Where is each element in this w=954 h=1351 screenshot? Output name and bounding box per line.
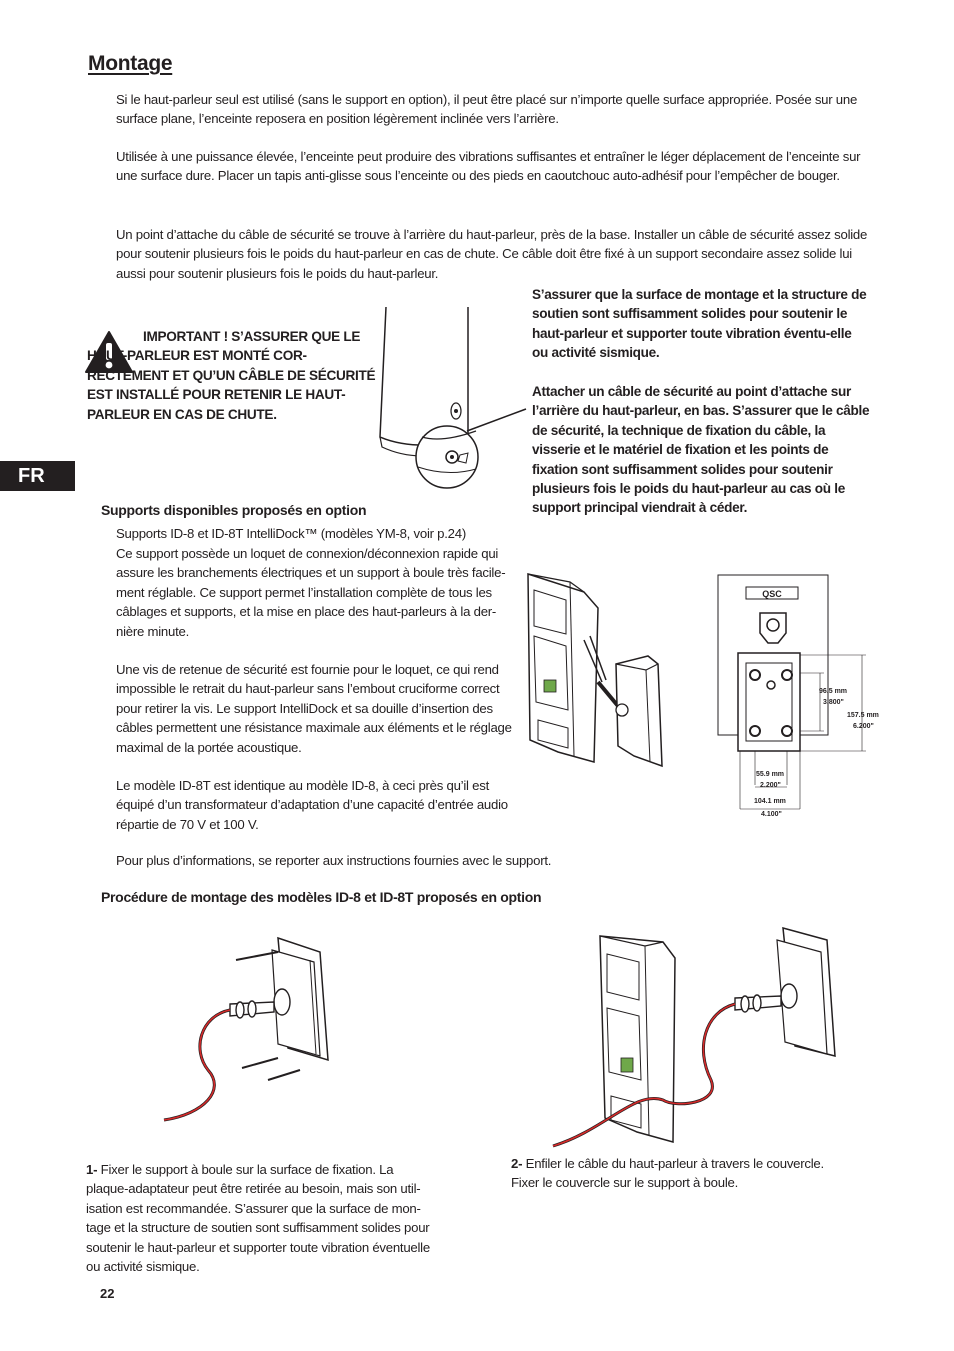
- warning-text: IMPORTANT ! S’ASSURER QUE LE HAUT-PARLEUR EST MONTÉ COR-RECTEMENT ET QU’UN CÂBLE DE SÉCURITÉ EST INSTALLÉ POUR RETENIR LE HAUT-PARLEUR EN CAS DE CHUTE.: [87, 329, 376, 422]
- step1-illustration: [160, 930, 340, 1125]
- page-title: Montage: [88, 52, 173, 75]
- supports-title: Supports disponibles proposés en option: [101, 502, 367, 518]
- dim-157mm: 157.5 mm: [847, 712, 879, 719]
- intro-paragraph-3: Un point d’attache du câble de sécurité se trouve à l’arrière du haut-parleur, près de la base. Installer un câble de sécurité assez solide pour soutenir plusieurs fois le poids du haut-parleur en cas de chute. Ce câble doit être fixé à un support secondaire assez solide lui aussi pour soutenir plusieurs fois le poids du haut-parleur.: [116, 227, 868, 281]
- step1-text-block: [86, 1160, 438, 1276]
- safety-point-illustration: [372, 305, 532, 495]
- supports-paragraph-5: Pour plus d’informations, se reporter aux instructions fournies avec le support.: [116, 853, 552, 868]
- right-note-2: Attacher un câble de sécurité au point d’attache sur l’arrière du haut-parleur, en bas. S’assurer que le câble de sécurité, la technique de fixation du câble, la visserie et le matériel de fixation et les points de fixation sont suffisamment solides pour soutenir plusieurs fois le poids du haut-parleur au cas où le support principal viendrait à céder.: [532, 384, 870, 516]
- step2-illustration: [545, 920, 845, 1160]
- step1-text: Fixer le support à boule sur la surface de fixation. La plaque-adaptateur peut être retirée au besoin, mais son util-isation est recommandée. S’assurer que la surface de mon-tage et la structure de soutien sont suffisamment solides pour soutenir le haut-parleur et supporter toute vibration éventuelle ou activité sismique.: [86, 1162, 430, 1275]
- dim-96mm: 96.5 mm: [819, 688, 848, 695]
- procedure-title: Procédure de montage des modèles ID-8 et ID-8T proposés en option: [101, 889, 542, 905]
- brand-logo-text: QSC: [762, 589, 782, 599]
- supports-paragraph-3: Une vis de retenue de sécurité est fournie pour le loquet, ce qui rend impossible le retrait du haut-parleur sans l’embout cruciforme correct pour retirer la vis. Le support IntelliDock et sa douille d’insertion des câbles permettent une résistance maximale aux éléments et le réglage maximal de la portée acoustique.: [116, 662, 512, 755]
- step2-text-block: [511, 1154, 851, 1193]
- supports-paragraph-2: Ce support possède un loquet de connexion/déconnexion rapide qui assure les branchements électriques et un support à boule très facile-ment réglable. Ce support permet l’installation complète de tous les câblages et supports, et la mise en place des haut-parleurs à la der-nière minute.: [116, 546, 506, 639]
- language-tab: FR: [0, 461, 75, 491]
- step1-number: 1-: [86, 1162, 98, 1177]
- bracket-dimensions-drawing: [716, 573, 886, 823]
- right-note-1: S’assurer que la surface de montage et la structure de soutien sont suffisamment solides pour soutenir le haut-parleur et supporter toute vibration éventu-elle ou activité sismique.: [532, 287, 867, 361]
- intro-paragraph-1: Si le haut-parleur seul est utilisé (sans le support en option), il peut être placé sur n’importe quelle surface appropriée. Posée sur une surface plane, l’enceinte reposera en position légèrement inclinée vers l’arrière.: [116, 92, 858, 127]
- dim-6200in: 6.200": [853, 723, 874, 730]
- step2-number: 2-: [511, 1156, 523, 1171]
- dim-55mm: 55.9 mm: [756, 771, 785, 778]
- dim-3800in: 3.800": [823, 699, 844, 706]
- intellidock-bracket-illustration: [518, 570, 668, 770]
- page-number: 22: [100, 1286, 115, 1301]
- step2-text: Enfiler le câble du haut-parleur à travers le couvercle. Fixer le couvercle sur le support à boule.: [511, 1156, 824, 1191]
- supports-paragraph-1: Supports ID-8 et ID-8T IntelliDock™ (modèles YM-8, voir p.24): [116, 526, 466, 541]
- supports-paragraph-4: Le modèle ID-8T est identique au modèle ID-8, à ceci près qu’il est équipé d’un transformateur d’adaptation d’une capacité d’entrée audio répartie de 70 V et 100 V.: [116, 778, 508, 832]
- dim-2200in: 2.200": [760, 782, 781, 789]
- dim-4100in: 4.100": [761, 811, 782, 818]
- dim-104mm: 104.1 mm: [754, 798, 786, 805]
- intro-paragraph-2: Utilisée à une puissance élevée, l’enceinte peut produire des vibrations suffisantes et entraîner le léger déplacement de l’enceinte sur une surface dure. Placer un tapis anti-glisse sous l’enceinte ou des pieds en caoutchouc auto-adhésif pour l’empêcher de bouger.: [116, 149, 861, 184]
